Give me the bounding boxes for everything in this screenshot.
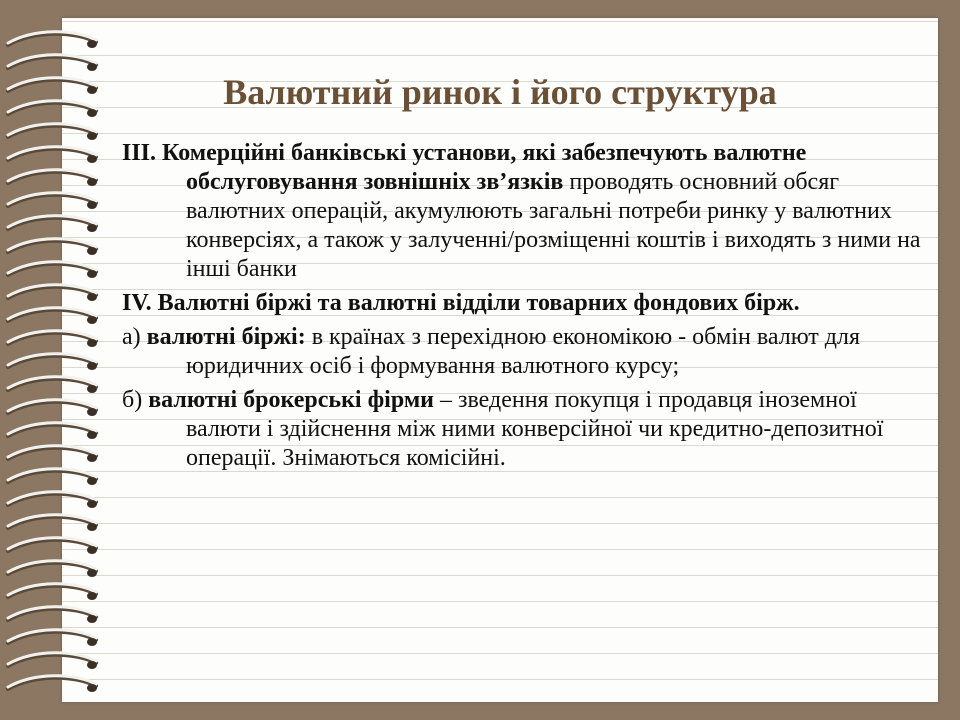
paragraph-currency-exchanges <box>122 289 922 318</box>
binding-ring <box>8 170 97 186</box>
binding-ring <box>8 331 97 347</box>
paragraph-commercial-banks-heading: III. Комерційні банківські установи, які забезпечують валютне обслуговування зовнішніх зв’язків <box>122 140 807 195</box>
binding-ring <box>8 630 97 646</box>
binding-ring <box>8 239 97 255</box>
paragraph-commercial-banks <box>122 139 922 284</box>
item-a-prefix: а) <box>122 324 147 350</box>
binding-ring <box>8 561 97 577</box>
binding-ring <box>8 653 97 669</box>
binding-ring <box>8 193 97 209</box>
binding-ring <box>8 607 97 623</box>
item-b-text: – зведення покупця і продавця іноземної валюти і здійснення між ними конверсійної чи кредитно-депозитної операції. Знімаються комісійні. <box>186 387 884 471</box>
item-a-text: в країнах з перехідною економікою - обмін валют для юридичних осіб і формування валютного курсу; <box>186 324 861 379</box>
binding-ring <box>8 262 97 278</box>
binding-ring <box>8 400 97 416</box>
slide-title: Валютний ринок і його структура <box>223 72 777 112</box>
paragraph-commercial-banks-text: проводять основний обсяг валютних операцій, акумулюють загальні потреби ринку у валютних конверсіях, а також у залученні/розміщенні коштів і виходять з ними на інші банки <box>186 169 921 282</box>
item-a-term: валютні біржі: <box>146 324 306 350</box>
binding-ring <box>8 285 97 301</box>
item-b-brokerage-firms <box>122 386 922 473</box>
binding-ring <box>8 469 97 485</box>
binding-ring <box>8 308 97 324</box>
binding-ring <box>8 55 97 71</box>
binding-ring <box>8 354 97 370</box>
slide-content <box>122 139 922 478</box>
binding-ring <box>8 676 97 692</box>
paragraph-currency-exchanges-heading: IV. Валютні біржі та валютні відділи товарних фондових бірж. <box>122 290 800 316</box>
binding-ring <box>8 538 97 554</box>
binding-ring <box>8 446 97 462</box>
binding-ring <box>8 515 97 531</box>
item-a-currency-exchanges <box>122 323 922 381</box>
binding-ring <box>8 423 97 439</box>
binding-ring <box>8 492 97 508</box>
binding-ring <box>8 124 97 140</box>
binding-ring <box>8 32 97 48</box>
binding-ring <box>8 147 97 163</box>
binding-ring <box>8 216 97 232</box>
binding-ring <box>8 584 97 600</box>
item-b-term: валютні брокерські фірми <box>148 387 434 413</box>
binding-ring <box>8 377 97 393</box>
item-b-prefix: б) <box>122 387 149 413</box>
